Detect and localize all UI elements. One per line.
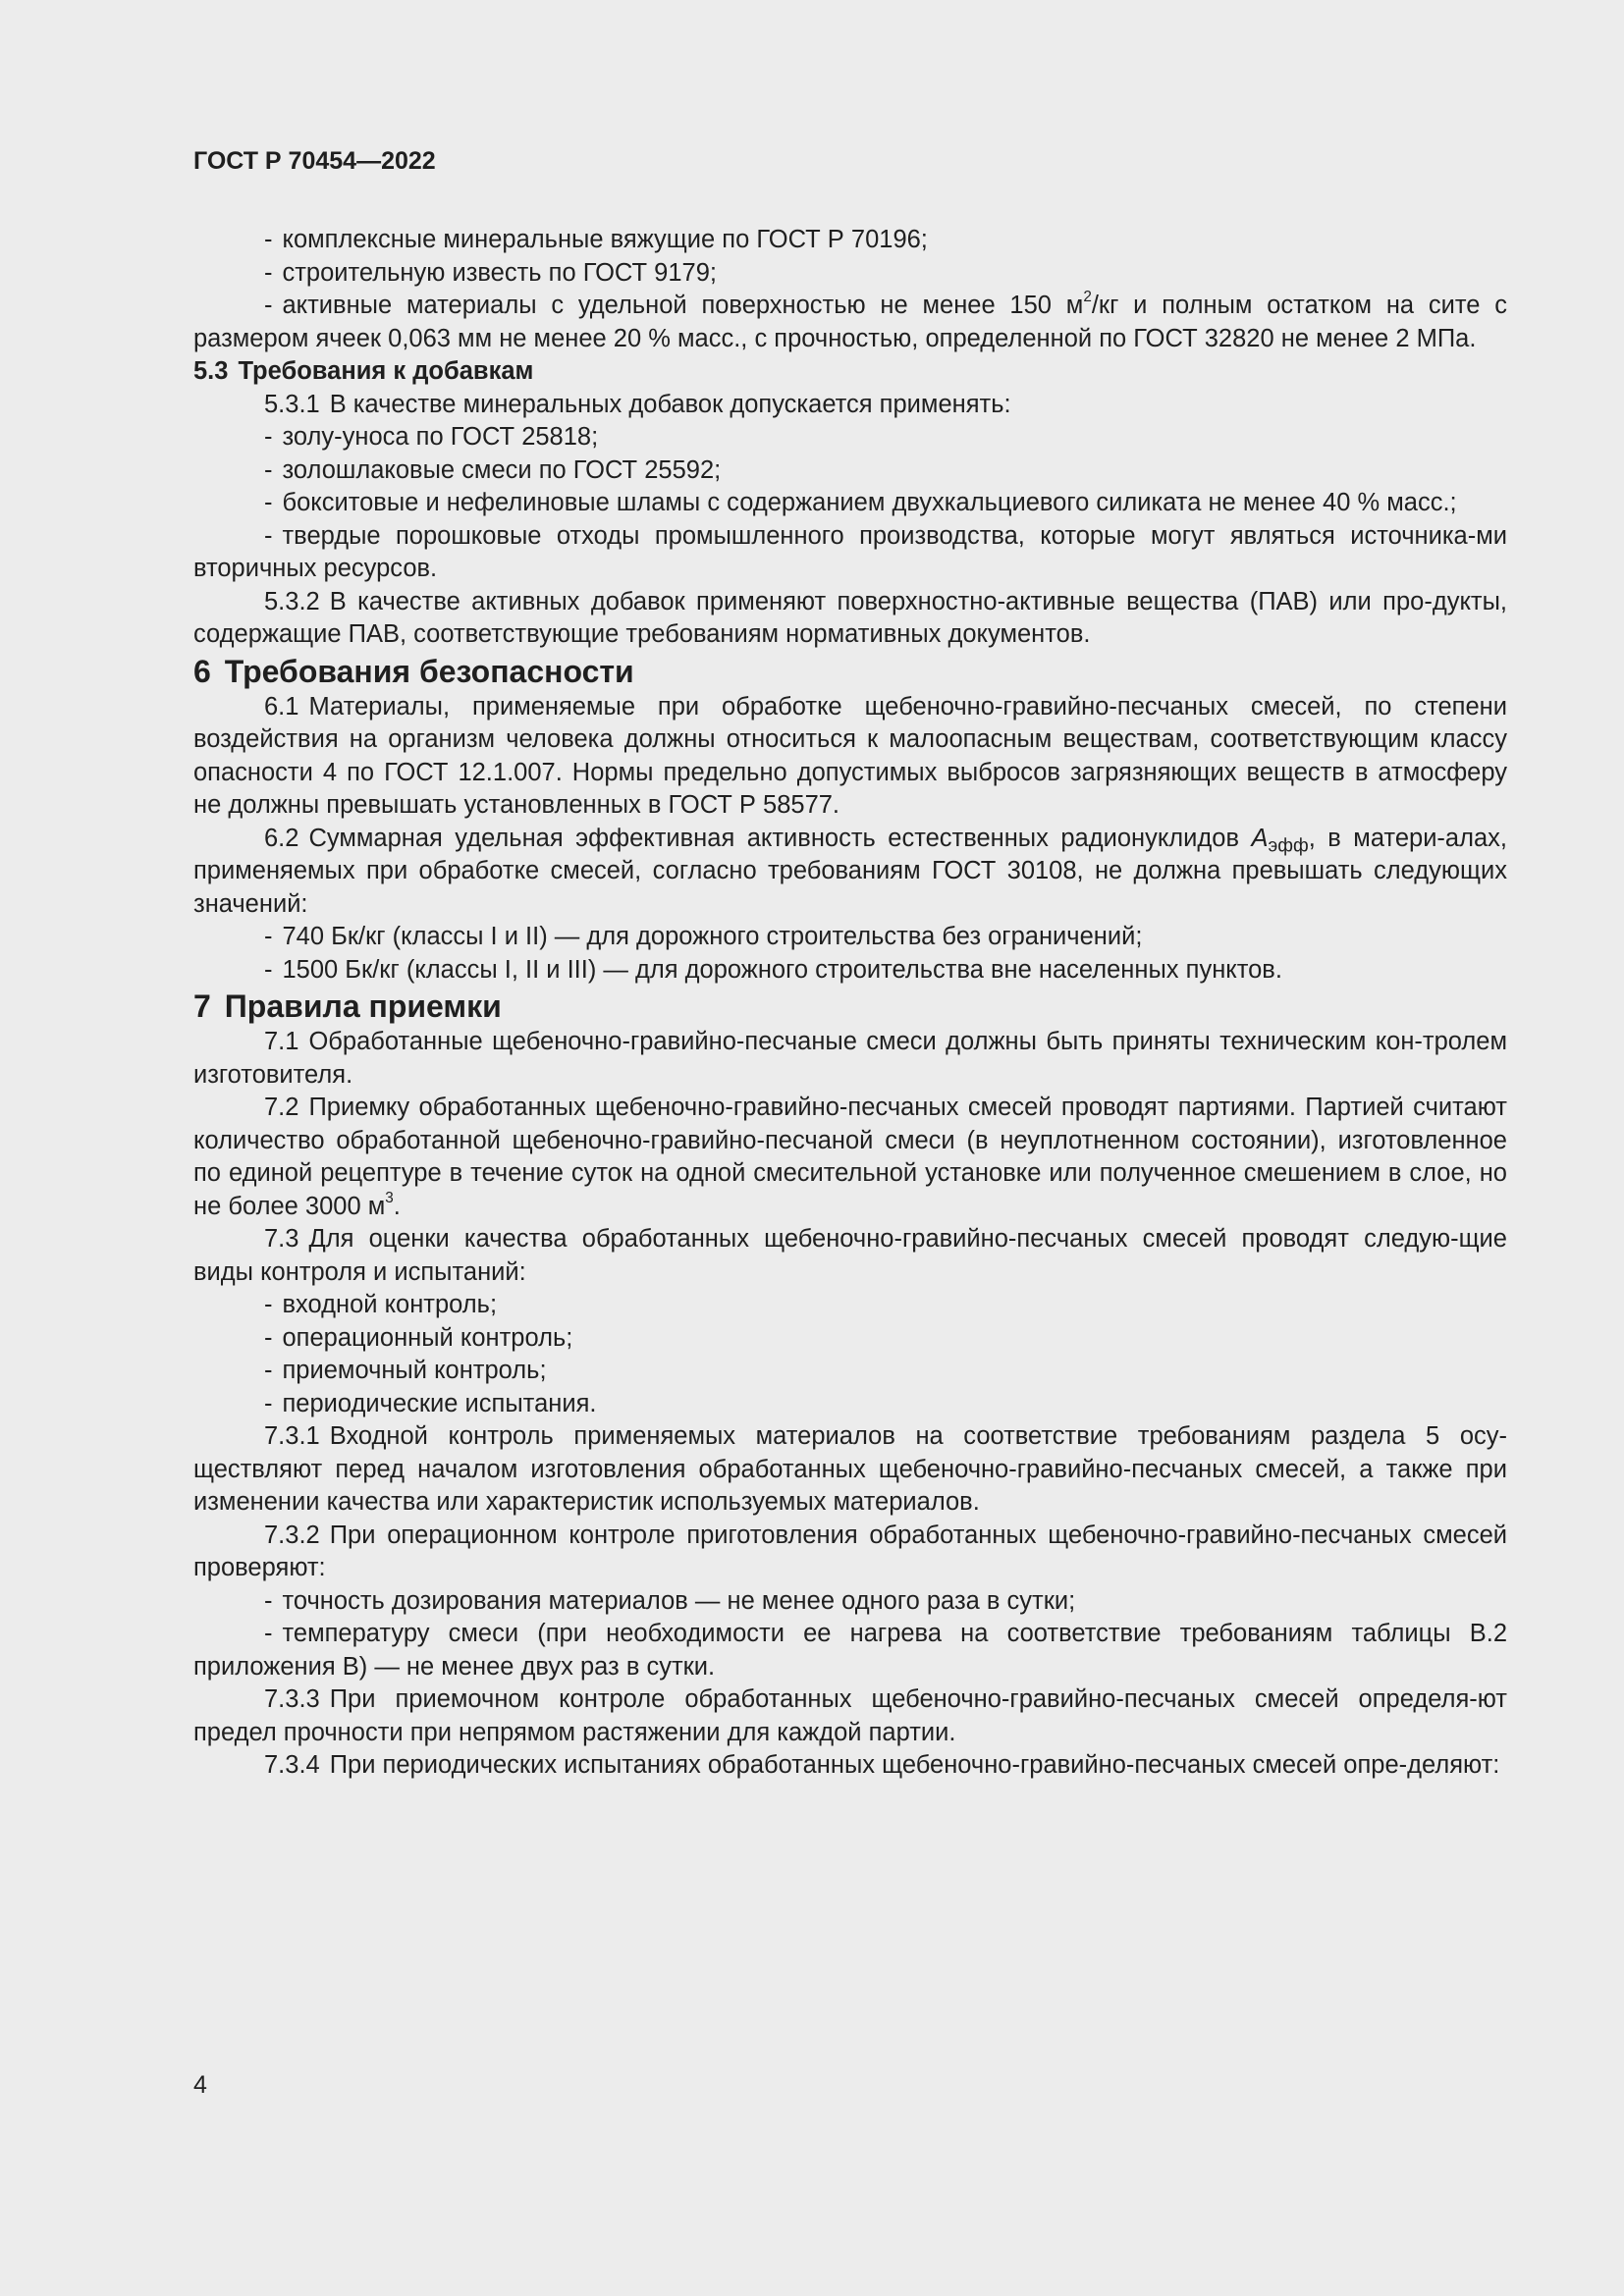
- list-dash: -: [264, 923, 273, 950]
- paragraph-number: 7.3: [264, 1225, 299, 1253]
- paragraph-number: 5.3.1: [264, 390, 320, 418]
- list-item-text: твердые порошковые отходы промышленного производства, которые могут являться источника-ми вторичных ресурсов.: [193, 521, 1507, 582]
- list-item-text: золу-уноса по ГОСТ 25818;: [282, 423, 599, 451]
- page-content: [193, 224, 1507, 1783]
- paragraph-number: 7.3.4: [264, 1751, 320, 1779]
- list-dash: -: [264, 1357, 273, 1384]
- paragraph: [193, 1683, 1507, 1749]
- list-item-text: комплексные минеральные вяжущие по ГОСТ Р 70196;: [282, 226, 928, 253]
- page-number: 4: [193, 2071, 207, 2099]
- list-dash: -: [264, 292, 273, 319]
- list-item-text: точность дозирования материалов — не менее одного раза в сутки;: [282, 1586, 1076, 1615]
- section-title: Правила приемки: [224, 988, 502, 1024]
- list-item-text: 1500 Бк/кг (классы I, II и III) — для дорожного строительства вне населенных пунктов.: [282, 955, 1282, 984]
- list-dash: -: [264, 955, 273, 984]
- paragraph-text: Входной контроль применяемых материалов на соответствие требованиям раздела 5 осу-ществляют перед началом изготовления обработанных щебеночно-гравийно-песчаных смесей, а также при изменении качества или характеристик используемых материалов.: [193, 1422, 1507, 1516]
- list-item-text: периодические испытания.: [282, 1389, 597, 1417]
- paragraph-text: В качестве активных добавок применяют поверхностно-активные вещества (ПАВ) или про-дукты, содержащие ПАВ, соответствующие требованиям нормативных документов.: [193, 587, 1507, 648]
- list-item-text: бокситовые и нефелиновые шламы с содержанием двухкальциевого силиката не менее 40 % масс.;: [282, 489, 1457, 516]
- paragraph-text: .: [393, 1192, 401, 1220]
- paragraph-number: 5.3.2: [264, 587, 320, 615]
- paragraph: [193, 1520, 1507, 1585]
- list-item: [193, 921, 1507, 954]
- list-item: [193, 520, 1507, 586]
- list-dash: -: [264, 423, 273, 451]
- list-dash: -: [264, 521, 273, 550]
- paragraph: [193, 1749, 1507, 1783]
- list-item: [193, 487, 1507, 520]
- list-item: [193, 1289, 1507, 1322]
- subsection-title: Требования к добавкам: [238, 357, 534, 385]
- list-dash: -: [264, 226, 273, 253]
- list-dash: -: [264, 1620, 273, 1647]
- paragraph: [193, 1223, 1507, 1289]
- list-dash: -: [264, 489, 273, 516]
- paragraph: [193, 823, 1507, 922]
- paragraph: [193, 586, 1507, 652]
- list-dash: -: [264, 455, 273, 484]
- section-heading: [193, 652, 1507, 691]
- list-item: [193, 257, 1507, 291]
- list-dash: -: [264, 1586, 273, 1615]
- paragraph-text: При периодических испытаниях обработанных щебеночно-гравийно-песчаных смесей опре-деляют:: [329, 1751, 1500, 1779]
- superscript: 2: [1083, 288, 1092, 305]
- subscript: эфф: [1268, 835, 1309, 857]
- paragraph-text: Обработанные щебеночно-гравийно-песчаные смеси должны быть приняты техническим кон-тролем изготовителя.: [193, 1028, 1507, 1089]
- list-item: [193, 1355, 1507, 1388]
- list-item: [193, 1585, 1507, 1619]
- paragraph-text: Суммарная удельная эффективная активность естественных радионуклидов: [308, 824, 1252, 852]
- list-item-text: строительную известь по ГОСТ 9179;: [282, 258, 717, 287]
- list-dash: -: [264, 1323, 273, 1352]
- superscript: 3: [385, 1189, 394, 1206]
- list-dash: -: [264, 1389, 273, 1417]
- paragraph-text: Приемку обработанных щебеночно-гравийно-песчаных смесей проводят партиями. Партией считают количество обработанной щебеночно-гравийно-песчаной смеси (в неуплотненном состоянии), изготовленное по единой рецептуре в течение суток на одной смесительной установке или полученное смешением в слое, но не более 3000 м: [193, 1094, 1507, 1220]
- list-item-text: приемочный контроль;: [282, 1357, 547, 1384]
- list-item: [193, 290, 1507, 355]
- list-item: [193, 421, 1507, 454]
- list-item-text: активные материалы с удельной поверхностью не менее 150 м: [282, 292, 1084, 319]
- variable-symbol: A: [1251, 824, 1269, 852]
- section-title: Требования безопасности: [224, 653, 634, 689]
- paragraph-text: Для оценки качества обработанных щебеночно-гравийно-песчаных смесей проводят следую-щие виды контроля и испытаний:: [193, 1225, 1507, 1286]
- section-number: 6: [193, 653, 211, 689]
- section-heading: [193, 987, 1507, 1026]
- list-item-text: входной контроль;: [282, 1291, 498, 1318]
- list-dash: -: [264, 1291, 273, 1318]
- section-number: 7: [193, 988, 211, 1024]
- list-item: [193, 1618, 1507, 1683]
- list-item: [193, 954, 1507, 988]
- paragraph-text: Материалы, применяемые при обработке щебеночно-гравийно-песчаных смесей, по степени воздействия на организм человека должны относиться к малоопасным веществам, соответствующим классу опасности 4 по ГОСТ 12.1.007. Нормы предельно допустимых выбросов загрязняющих веществ в атмосферу не должны превышать установленных в ГОСТ Р 58577.: [193, 692, 1507, 819]
- paragraph-text: При операционном контроле приготовления обработанных щебеночно-гравийно-песчаных смесей проверяют:: [193, 1521, 1507, 1581]
- paragraph-number: 7.2: [264, 1094, 299, 1121]
- paragraph-text: , в матери-алах, применяемых при обработке смесей, согласно требованиям ГОСТ 30108, не должна превышать следующих значений:: [193, 824, 1508, 918]
- paragraph: [193, 389, 1507, 422]
- paragraph-text: В качестве минеральных добавок допускается применять:: [329, 390, 1011, 418]
- paragraph-text: При приемочном контроле обработанных щебеночно-гравийно-песчаных смесей определя-ют предел прочности при непрямом растяжении для каждой партии.: [193, 1685, 1507, 1746]
- list-item: [193, 224, 1507, 257]
- paragraph-number: 7.1: [264, 1028, 299, 1055]
- subsection-number: 5.3: [193, 357, 229, 385]
- list-item-text: золошлаковые смеси по ГОСТ 25592;: [282, 455, 722, 484]
- list-dash: -: [264, 258, 273, 287]
- paragraph: [193, 1420, 1507, 1520]
- paragraph-number: 6.2: [264, 824, 299, 852]
- paragraph-number: 7.3.1: [264, 1422, 320, 1450]
- list-item: [193, 1388, 1507, 1421]
- list-item-text: /кг и полным остатком на сите с размером ячеек 0,063 мм не менее 20 % масс., с прочностью, определенной по ГОСТ 32820 не менее 2 МПа.: [193, 292, 1507, 352]
- paragraph: [193, 691, 1507, 823]
- list-item-text: 740 Бк/кг (классы I и II) — для дорожного строительства без ограничений;: [282, 923, 1143, 950]
- paragraph-number: 7.3.2: [264, 1521, 320, 1549]
- list-item: [193, 1322, 1507, 1356]
- paragraph: [193, 1092, 1507, 1223]
- page-header: ГОСТ Р 70454—2022: [193, 147, 436, 175]
- paragraph-number: 6.1: [264, 692, 299, 721]
- list-item-text: температуру смеси (при необходимости ее нагрева на соответствие требованиям таблицы В.2 приложения В) — не менее двух раз в сутки.: [193, 1620, 1507, 1681]
- list-item-text: операционный контроль;: [282, 1323, 573, 1352]
- paragraph: [193, 1026, 1507, 1092]
- list-item: [193, 454, 1507, 488]
- paragraph-number: 7.3.3: [264, 1685, 320, 1713]
- subsection-heading: [193, 355, 1507, 389]
